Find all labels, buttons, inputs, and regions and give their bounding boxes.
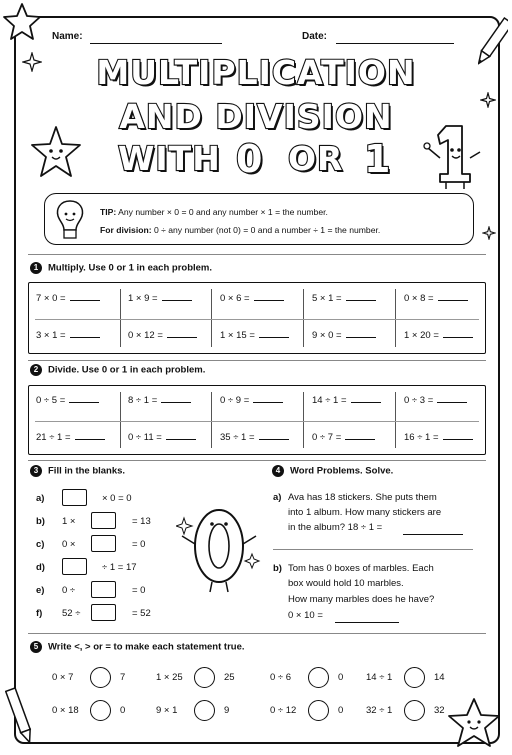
problem-text: 3 × 1 =	[36, 330, 66, 341]
date-label: Date:	[302, 31, 328, 42]
compare-left: 0 × 7	[52, 672, 74, 683]
problem	[220, 431, 289, 443]
problem	[220, 292, 284, 304]
compare-circle[interactable]	[404, 700, 425, 721]
compare-left: 32 ÷ 1	[366, 705, 393, 716]
answer-box[interactable]	[91, 581, 116, 598]
tip-line-2	[100, 225, 380, 235]
fill-blank-equation: = 0	[132, 539, 146, 550]
problem-text: 1 × 9 =	[128, 293, 158, 304]
answer-blank[interactable]	[70, 292, 100, 301]
problem	[312, 431, 375, 443]
section-1-number: 1	[30, 262, 42, 274]
section-4-number: 4	[272, 465, 284, 477]
answer-blank[interactable]	[75, 431, 105, 440]
answer-box[interactable]	[62, 489, 87, 506]
fill-blank-equation: = 13	[132, 516, 151, 527]
problem	[404, 292, 468, 304]
answer-blank[interactable]	[259, 431, 289, 440]
compare-right: 9	[224, 705, 230, 716]
divider	[28, 254, 486, 255]
problem-text: 0 ÷ 11 =	[128, 432, 162, 443]
fill-blank-item	[36, 585, 166, 599]
section-4-title: Word Problems. Solve.	[290, 465, 394, 477]
number-one-mascot-icon	[416, 120, 488, 192]
answer-blank[interactable]	[346, 292, 376, 301]
compare-left: 0 ÷ 12	[270, 705, 297, 716]
word-problem-a-line-1: Ava has 18 stickers. She puts them	[288, 492, 437, 503]
smiling-star-icon	[445, 696, 503, 750]
word-problem-a-line-3: in the album? 18 ÷ 1 =	[288, 522, 383, 533]
answer-blank[interactable]	[437, 394, 467, 403]
answer-blank[interactable]	[162, 292, 192, 301]
problem	[128, 394, 191, 406]
compare-circle[interactable]	[194, 667, 215, 688]
answer-blank[interactable]	[166, 431, 196, 440]
compare-left: 14 ÷ 1	[366, 672, 393, 683]
problem-text: 0 ÷ 5 =	[36, 395, 66, 406]
fill-blank-label: f)	[36, 608, 43, 619]
section-3-number: 3	[30, 465, 42, 477]
fill-blank-prefix: 0 ÷	[62, 585, 76, 596]
title-line-3	[118, 137, 398, 185]
lightbulb-icon	[52, 197, 88, 243]
compare-left: 9 × 1	[156, 705, 178, 716]
compare-right: 0	[120, 705, 126, 716]
problem	[36, 329, 100, 341]
problem	[36, 394, 99, 406]
compare-right: 14	[434, 672, 445, 683]
fill-blank-item	[36, 539, 166, 553]
compare-right: 0	[338, 705, 344, 716]
section-5-heading	[30, 641, 245, 653]
divider	[273, 549, 473, 550]
tip-text-1: Any number × 0 = 0 and any number × 1 = the number.	[116, 207, 328, 217]
problem-text: 9 × 0 =	[312, 330, 342, 341]
answer-blank[interactable]	[346, 329, 376, 338]
problem-text: 7 × 0 =	[36, 293, 66, 304]
tip-text-2: 0 ÷ any number (not 0) = 0 and a number ÷ 1 = the number.	[151, 225, 381, 235]
tip-box	[44, 193, 474, 245]
divider	[28, 633, 486, 634]
answer-box[interactable]	[91, 535, 116, 552]
problem	[220, 394, 283, 406]
title-with: WITH	[118, 139, 221, 178]
problem-text: 21 ÷ 1 =	[36, 432, 71, 443]
problem	[128, 292, 192, 304]
compare-right: 7	[120, 672, 126, 683]
answer-blank[interactable]	[70, 329, 100, 338]
fill-blank-item	[36, 562, 166, 576]
problem	[220, 329, 289, 341]
fill-blank-label: b)	[36, 516, 45, 527]
sparkle-icon	[482, 226, 496, 240]
fill-blank-prefix: 0 ×	[62, 539, 76, 550]
problem	[404, 431, 473, 443]
word-problem-a-answer[interactable]	[403, 534, 463, 535]
section-2-heading	[30, 364, 205, 376]
problem-text: 0 × 12 =	[128, 330, 163, 341]
section-4-heading	[272, 465, 393, 477]
problem-text: 0 ÷ 9 =	[220, 395, 250, 406]
word-problem-a-line-2: into 1 album. How many stickers are	[288, 507, 442, 518]
answer-blank[interactable]	[161, 394, 191, 403]
problem-text: 1 × 15 =	[220, 330, 255, 341]
name-line[interactable]	[90, 43, 222, 44]
compare-left: 1 × 25	[156, 672, 183, 683]
section-5-number: 5	[30, 641, 42, 653]
fill-blank-equation: = 52	[132, 608, 151, 619]
fill-blank-item	[36, 493, 166, 507]
divider	[28, 460, 486, 461]
word-problem-b-line-1: Tom has 0 boxes of marbles. Each	[288, 563, 434, 574]
answer-blank[interactable]	[443, 431, 473, 440]
fill-blank-label: d)	[36, 562, 45, 573]
title-line-2: AND DIVISION	[119, 97, 393, 136]
problem-text: 5 × 1 =	[312, 293, 342, 304]
fill-blank-label: e)	[36, 585, 45, 596]
answer-blank[interactable]	[253, 394, 283, 403]
star-doodle-icon	[0, 0, 44, 44]
answer-blank[interactable]	[167, 329, 197, 338]
problem	[404, 394, 467, 406]
problem	[128, 431, 196, 443]
problem-text: 0 × 8 =	[404, 293, 434, 304]
problem-text: 1 × 20 =	[404, 330, 439, 341]
compare-left: 0 × 18	[52, 705, 79, 716]
answer-blank[interactable]	[69, 394, 99, 403]
answer-box[interactable]	[91, 512, 116, 529]
compare-circle[interactable]	[308, 700, 329, 721]
answer-box[interactable]	[91, 604, 116, 621]
section-2-number: 2	[30, 364, 42, 376]
problem-text: 0 ÷ 7 =	[312, 432, 342, 443]
compare-right: 32	[434, 705, 445, 716]
answer-blank[interactable]	[443, 329, 473, 338]
compare-left: 0 ÷ 6	[270, 672, 292, 683]
problem	[312, 292, 376, 304]
title-line-1: MULTIPLICATION	[96, 53, 416, 92]
word-problem-b-answer[interactable]	[335, 622, 399, 623]
title-one: 1	[364, 137, 392, 181]
answer-box[interactable]	[62, 558, 87, 575]
answer-blank[interactable]	[259, 329, 289, 338]
problem	[404, 329, 473, 341]
problem	[312, 394, 381, 406]
fill-blank-item	[36, 516, 166, 530]
problem	[36, 292, 100, 304]
compare-circle[interactable]	[194, 700, 215, 721]
problem-text: 14 ÷ 1 =	[312, 395, 347, 406]
name-label: Name:	[52, 31, 83, 42]
answer-blank[interactable]	[438, 292, 468, 301]
tip-label: TIP:	[100, 207, 117, 217]
date-line[interactable]	[336, 43, 454, 44]
fill-blank-label: c)	[36, 539, 45, 550]
answer-blank[interactable]	[254, 292, 284, 301]
fill-blank-equation: ÷ 1 = 17	[102, 562, 137, 573]
section-5-title: Write <, > or = to make each statement true.	[48, 641, 245, 653]
answer-blank[interactable]	[351, 394, 381, 403]
pencil-bottom-icon	[5, 684, 35, 748]
section-3-title: Fill in the blanks.	[48, 465, 126, 477]
problem	[128, 329, 197, 341]
problem-text: 0 × 6 =	[220, 293, 250, 304]
compare-right: 0	[338, 672, 344, 683]
section-3-heading	[30, 465, 125, 477]
word-problem-b-line-4: 0 × 10 =	[288, 610, 323, 621]
compare-circle[interactable]	[404, 667, 425, 688]
compare-circle[interactable]	[90, 700, 111, 721]
fill-blank-prefix: 52 ÷	[62, 608, 81, 619]
problem	[312, 329, 376, 341]
division-label: For division:	[100, 225, 152, 235]
tip-line-1	[100, 207, 328, 217]
problem-text: 0 ÷ 3 =	[404, 395, 434, 406]
title-zero: 0	[236, 137, 264, 181]
fill-blank-item	[36, 608, 166, 622]
fill-blank-label: a)	[36, 493, 45, 504]
word-problem-b-line-2: box would hold 10 marbles.	[288, 578, 404, 589]
section-2-title: Divide. Use 0 or 1 in each problem.	[48, 364, 206, 376]
problem-text: 35 ÷ 1 =	[220, 432, 255, 443]
problem	[36, 431, 105, 443]
word-problem-b-line-3: How many marbles does he have?	[288, 594, 435, 605]
word-problem-b-label: b)	[273, 563, 282, 574]
word-problem-a-label: a)	[273, 492, 282, 503]
section-1-heading	[30, 262, 212, 274]
fill-blank-equation: = 0	[132, 585, 146, 596]
compare-circle[interactable]	[90, 667, 111, 688]
compare-circle[interactable]	[308, 667, 329, 688]
divider	[28, 360, 486, 361]
fill-blank-equation: × 0 = 0	[102, 493, 132, 504]
fill-blank-prefix: 1 ×	[62, 516, 76, 527]
problem-text: 8 ÷ 1 =	[128, 395, 158, 406]
answer-blank[interactable]	[345, 431, 375, 440]
title-or: OR	[288, 139, 344, 178]
star-mascot-icon	[28, 124, 84, 180]
zero-mascot-icon	[176, 498, 262, 598]
compare-right: 25	[224, 672, 235, 683]
section-1-title: Multiply. Use 0 or 1 in each problem.	[48, 262, 213, 274]
problem-text: 16 ÷ 1 =	[404, 432, 439, 443]
